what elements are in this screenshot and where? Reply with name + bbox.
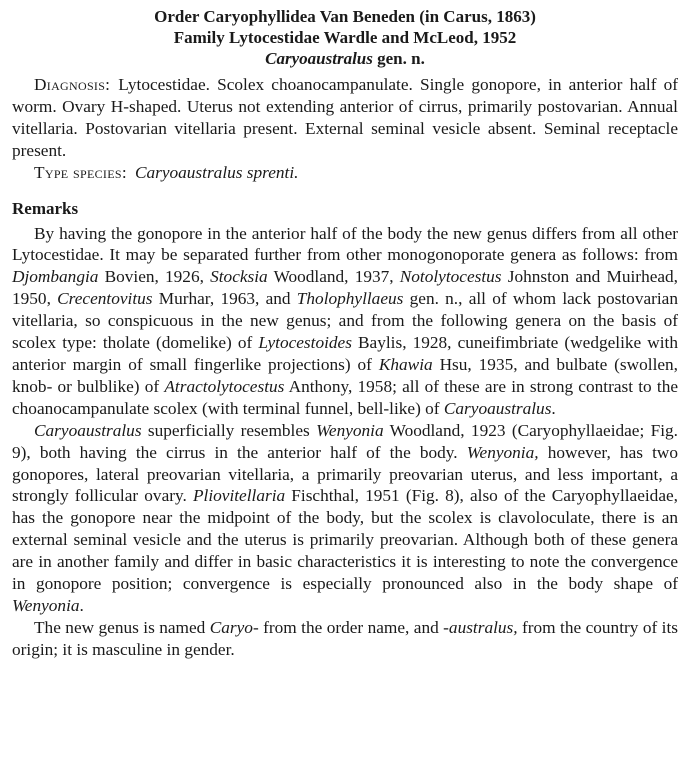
text-run: Woodland, 1937, <box>267 267 400 287</box>
diagnosis-label: Diagnosis: <box>34 75 111 94</box>
type-species-label: Type species: <box>34 162 127 182</box>
text-run: Johnston and Muirhead, 1950, <box>12 267 679 309</box>
taxonomic-heading <box>12 6 678 69</box>
genus-suffix: gen. n. <box>372 49 425 68</box>
italic-taxon-name: Tholophyllaeus <box>296 289 404 309</box>
italic-taxon-name: -australus, <box>443 617 518 637</box>
remarks-paragraph-3 <box>12 617 678 661</box>
italic-taxon-name: Caryoaustralus <box>34 420 142 440</box>
text-run: . <box>79 595 84 615</box>
italic-taxon-name: Wenyonia <box>316 420 384 440</box>
text-run: Fischthal, 1951 (Fig. 8), also of the Caryophyllaeidae, has the gonopore near the midpoint of the body, but the scolex is clavoloculate, there is an external seminal vesicle and the uterus is primarily preovarian. Although both of these genera are in another family and differ in basic characteristics it is interesting to note the convergence in gonopore position; convergence is especially pronounced also in the body shape of <box>12 486 678 594</box>
text-run: from the order name, and <box>258 617 444 637</box>
diagnosis-section <box>12 74 678 184</box>
text-run: Hsu, 1935, and bulbate (swollen, knob- or bulblike) of <box>12 354 679 396</box>
text-run: however, has two gonopores, lateral preovarian vitellaria, a primarily preovarian uterus, and less important, a strongly follicular ovary. <box>12 442 679 506</box>
text-run: from the country of its origin; it is masculine in gender. <box>12 617 678 659</box>
genus-name: Caryoaustralus <box>265 49 373 68</box>
italic-taxon-name: Caryo- <box>209 617 259 637</box>
remarks-paragraph-1 <box>12 223 678 420</box>
italic-taxon-name: Djombangia <box>12 267 99 287</box>
text-run: Woodland, 1923 (Caryophyllaeidae; Fig. 9), both having the cirrus in the anterior half of the body. <box>12 420 679 462</box>
italic-taxon-name: Wenyonia <box>12 595 80 615</box>
italic-taxon-name: Stocksia <box>210 267 268 287</box>
type-species-value: Caryoaustralus sprenti. <box>134 162 299 182</box>
text-run: . <box>551 398 556 418</box>
italic-taxon-name: Notolytocestus <box>399 267 502 287</box>
text-run: By having the gonopore in the anterior half of the body the new genus differs from all other Lytocestidae. It may be separated further from other monogonoporate genera as follows: from <box>12 223 678 265</box>
type-species-line <box>12 162 678 184</box>
italic-taxon-name: Lytocestoides <box>258 333 352 353</box>
italic-taxon-name: Atractolytocestus <box>164 376 285 396</box>
text-run: Anthony, 1958; all of these are in strong contrast to the choanocampanulate scolex (with terminal funnel, bell-like) of <box>12 376 679 418</box>
italic-taxon-name: Pliovitellaria <box>192 486 286 506</box>
text-run: The new genus is named <box>34 617 210 637</box>
remarks-heading: Remarks <box>12 198 79 218</box>
order-heading: Order Caryophyllidea Van Beneden (in Carus, 1863) <box>154 7 536 26</box>
remarks-paragraph-2 <box>12 420 678 617</box>
text-run: superficially resembles <box>141 420 317 440</box>
text-run: Murhar, 1963, and <box>152 289 297 309</box>
remarks-body <box>12 223 678 661</box>
text-run: gen. n., all of whom lack postovarian vitellaria, so conspicuous in the new genus; and from the following genera on the basis of scolex type: tholate (domelike) of <box>12 289 678 353</box>
text-run: Baylis, 1928, cuneifimbriate (wedgelike with anterior margin of small fingerlike projections) of <box>12 333 678 374</box>
italic-taxon-name: Khawia <box>378 354 433 374</box>
diagnosis-text: Lytocestidae. Scolex choanocampanulate. Single gonopore, in anterior half of worm. Ovary H-shaped. Uterus not extending anterior of cirrus, primarily postovarian. Annual vitellaria. Postovarian vitellaria present. External seminal vesicle absent. Seminal receptacle present. <box>12 75 678 160</box>
text-run: Bovien, 1926, <box>98 267 211 287</box>
family-heading: Family Lytocestidae Wardle and McLeod, 1952 <box>173 28 517 47</box>
italic-taxon-name: Crecentovitus <box>57 289 153 309</box>
italic-taxon-name: Wenyonia, <box>466 442 539 462</box>
diagnosis-paragraph <box>12 74 678 162</box>
italic-taxon-name: Caryoaustralus <box>443 398 552 418</box>
genus-heading <box>12 48 678 69</box>
